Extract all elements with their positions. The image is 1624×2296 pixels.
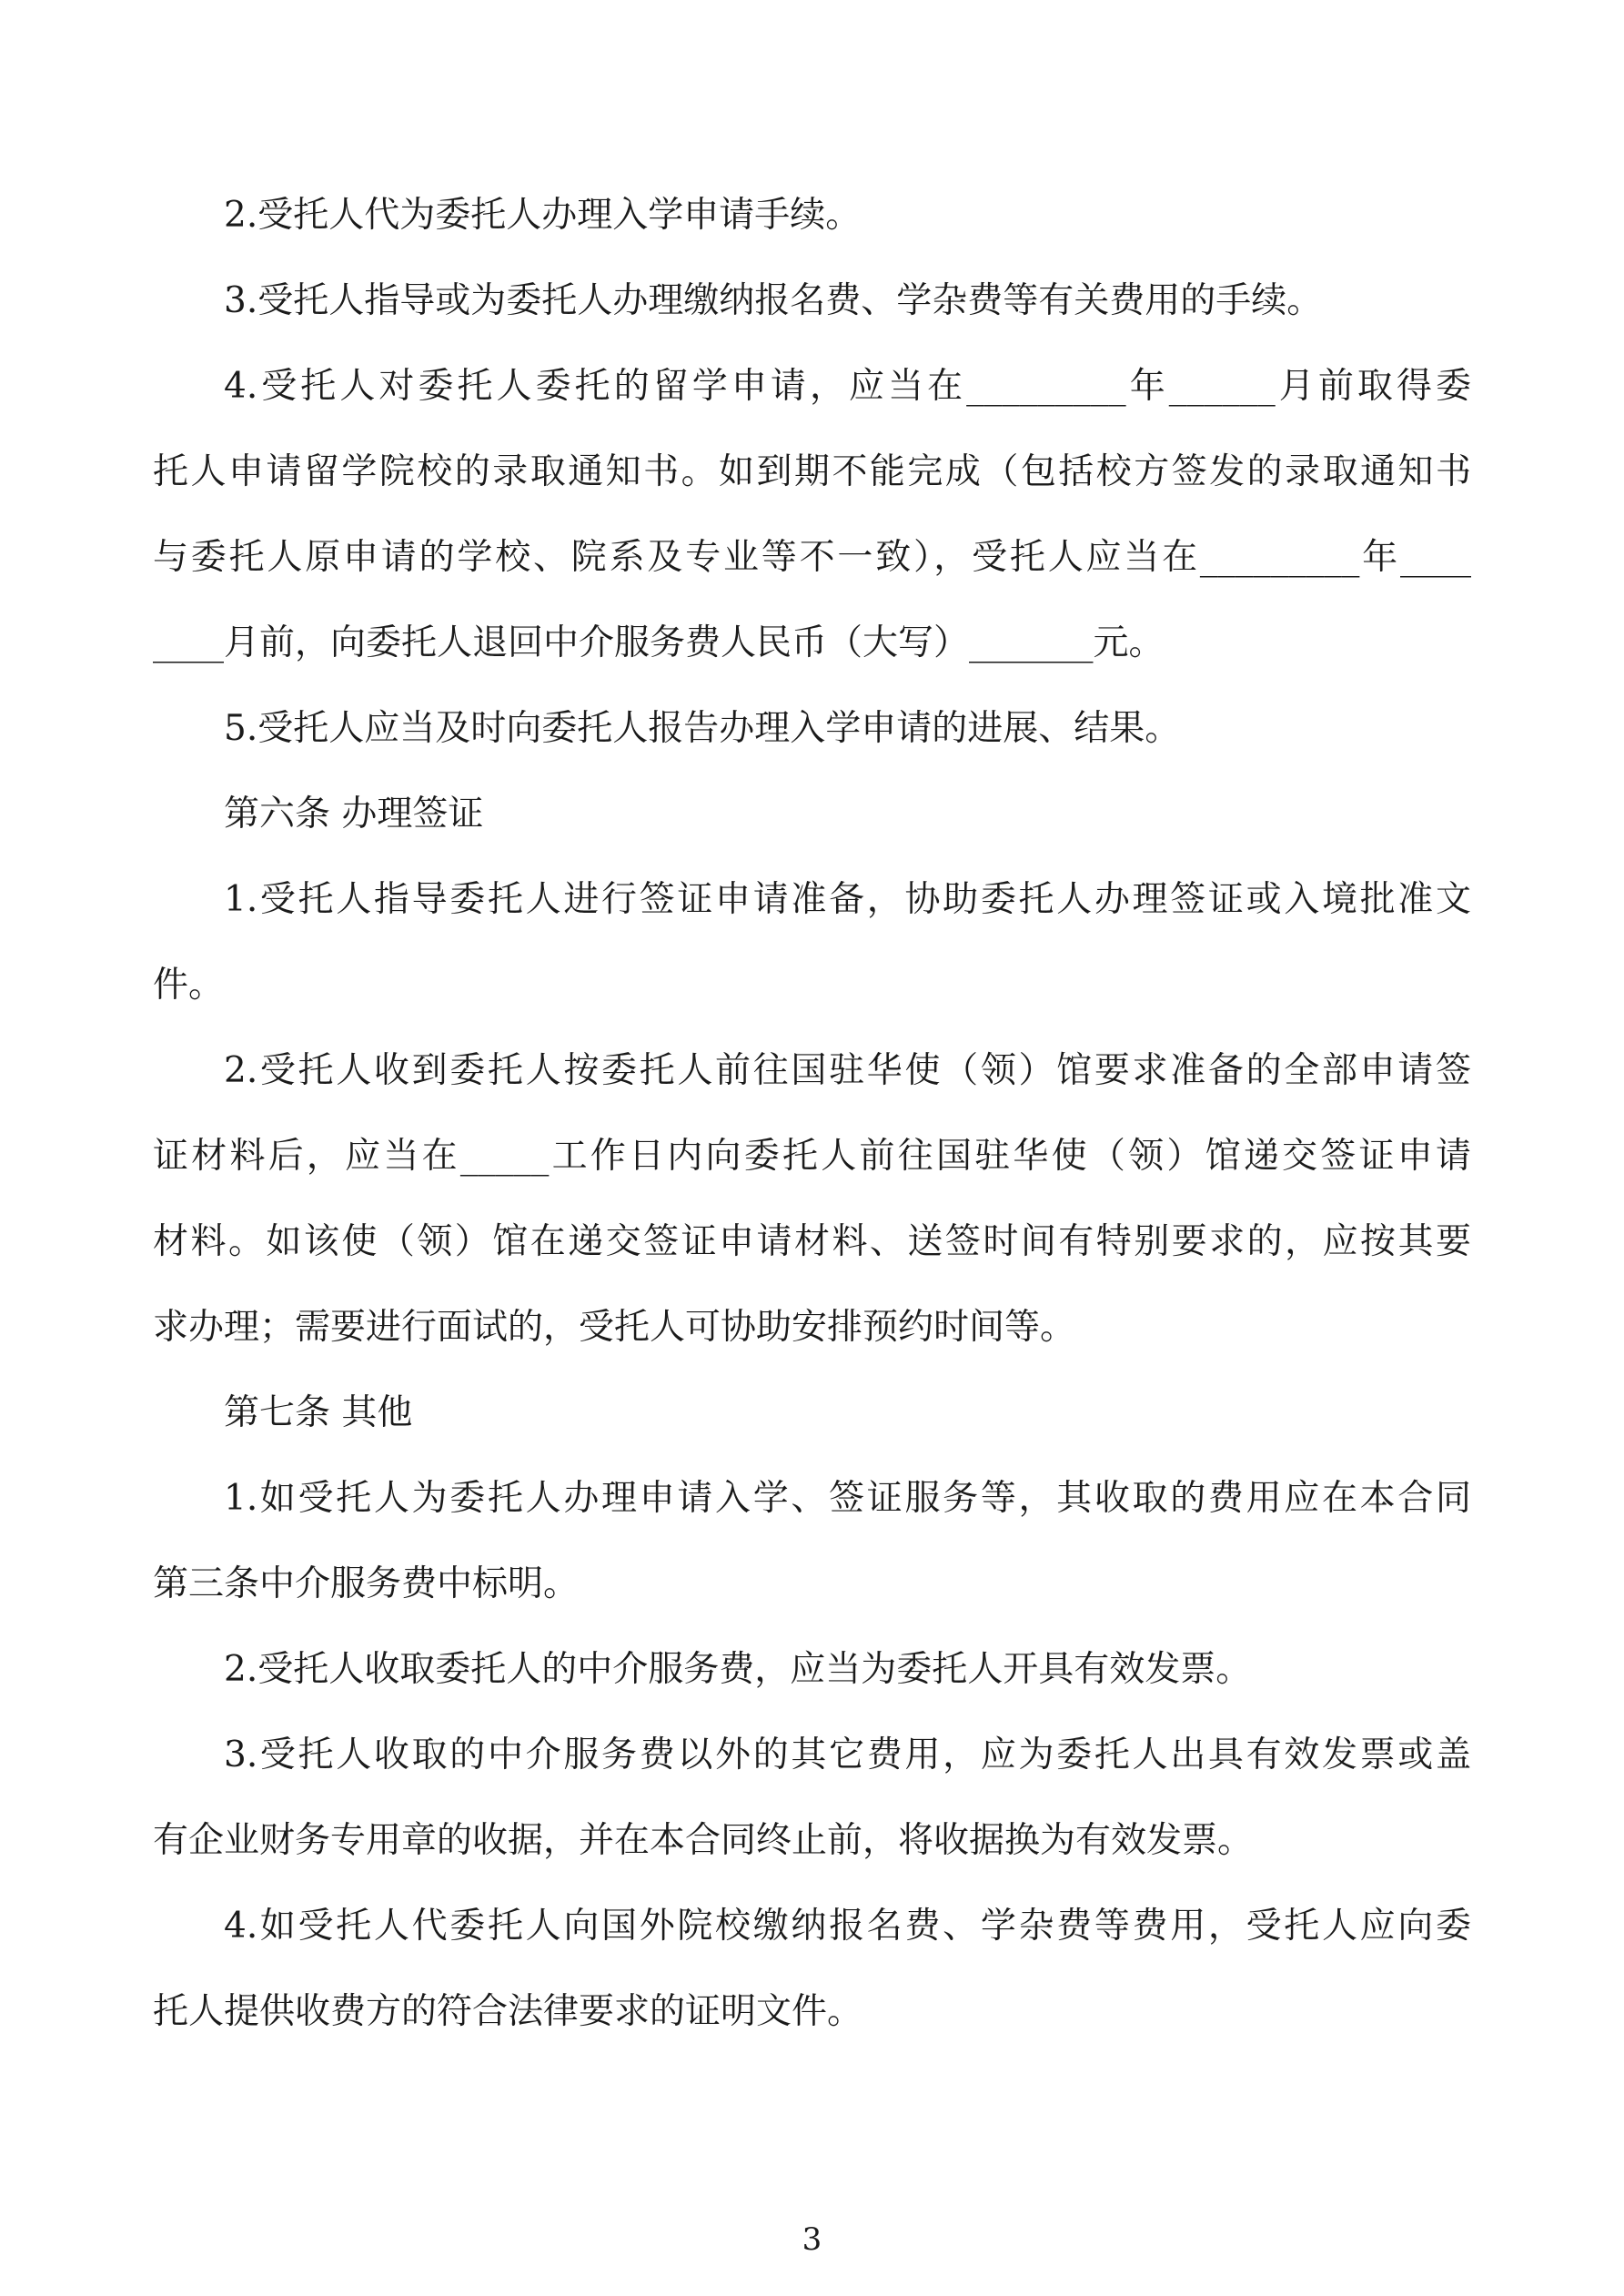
clause-line: 2.受托人收到委托人按委托人前往国驻华使（领）馆要求准备的全部申请签 [224, 1050, 1471, 1091]
clause-line: ____月前，向委托人退回中介服务费人民币（大写）_______元。 [153, 622, 1165, 663]
article-heading: 第六条 办理签证 [224, 794, 484, 834]
clause-line: 有企业财务专用章的收据，并在本合同终止前，将收据换为有效发票。 [153, 1820, 1254, 1861]
clause-line: 1.如受托人为委托人办理申请入学、签证服务等，其收取的费用应在本合同 [224, 1478, 1471, 1519]
clause-line: 件。 [153, 965, 225, 1006]
clause-line: 第三条中介服务费中标明。 [153, 1563, 580, 1604]
clause-line: 4.受托人对委托人委托的留学申请，应当在_________年______月前取得委 [224, 366, 1471, 407]
clause-line: 托人提供收费方的符合法律要求的证明文件。 [153, 1991, 863, 2032]
clause-line: 与委托人原申请的学校、院系及专业等不一致），受托人应当在_________年____ [153, 537, 1471, 578]
clause-line: 4.如受托人代委托人向国外院校缴纳报名费、学杂费等费用，受托人应向委 [224, 1906, 1471, 1947]
clause-line: 材料。如该使（领）馆在递交签证申请材料、送签时间有特别要求的，应按其要 [153, 1221, 1471, 1262]
clause-line: 求办理；需要进行面试的，受托人可协助安排预约时间等。 [153, 1307, 1076, 1348]
clause-line: 托人申请留学院校的录取通知书。如到期不能完成（包括校方签发的录取通知书 [153, 451, 1471, 492]
clause-line: 2.受托人代为委托人办理入学申请手续。 [224, 195, 862, 236]
clause-line: 1.受托人指导委托人进行签证申请准备，协助委托人办理签证或入境批准文 [224, 879, 1471, 920]
page-number: 3 [802, 2221, 822, 2258]
article-heading: 第七条 其他 [224, 1392, 413, 1433]
clause-line: 3.受托人收取的中介服务费以外的其它费用，应为委托人出具有效发票或盖 [224, 1735, 1471, 1775]
clause-line: 2.受托人收取委托人的中介服务费，应当为委托人开具有效发票。 [224, 1649, 1252, 1690]
clause-line: 证材料后，应当在_____工作日内向委托人前往国驻华使（领）馆递交签证申请 [153, 1136, 1471, 1177]
document-body [153, 173, 1471, 2055]
clause-line: 5.受托人应当及时向委托人报告办理入学申请的进展、结果。 [224, 708, 1181, 749]
clause-line: 3.受托人指导或为委托人办理缴纳报名费、学杂费等有关费用的手续。 [224, 280, 1323, 321]
